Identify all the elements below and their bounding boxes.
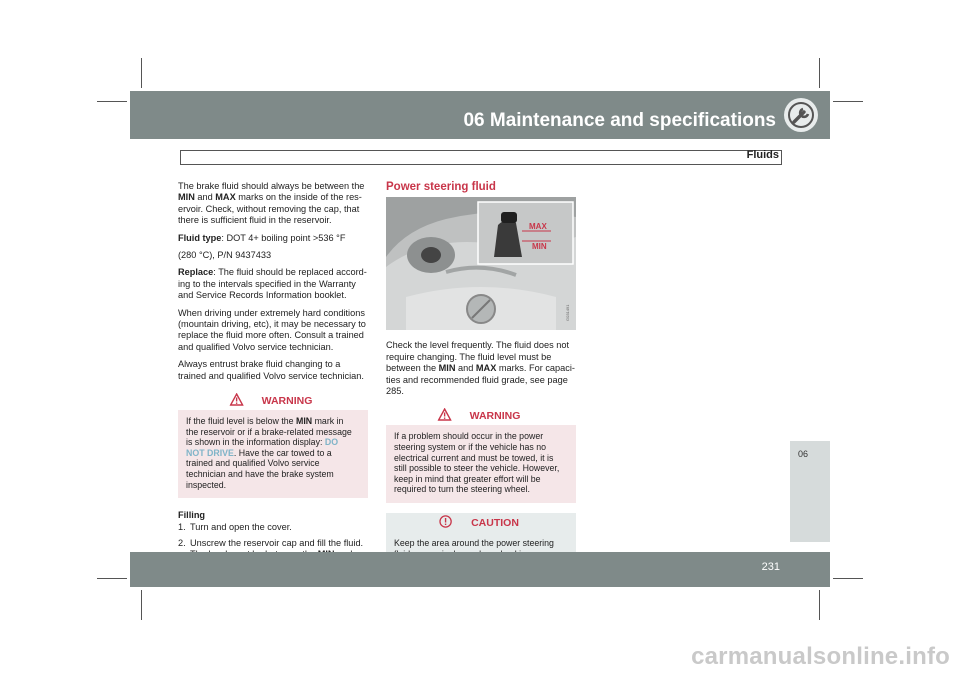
check-level-paragraph: Check the level frequently. The fluid does not require changing. The fluid level must be between the MIN and MAX marks. For capacities and recommended fluid grade, see page 285.	[386, 340, 575, 397]
caution-icon	[439, 515, 452, 528]
power-steering-heading: Power steering fluid	[386, 181, 496, 193]
warning-title: WARNING	[261, 395, 313, 408]
crop-mark	[819, 58, 820, 88]
fluid-type-paragraph: Fluid type: DOT 4+ boiling point >536 °F	[178, 232, 346, 243]
brake-warning-box	[178, 390, 368, 498]
entrust-paragraph: Always entrust brake fluid changing to a trained and qualified Volvo service technician.	[178, 359, 364, 381]
filling-heading: Filling	[178, 510, 206, 521]
caution-title: CAUTION	[471, 517, 519, 529]
conditions-paragraph: When driving under extremely hard conditions (mountain driving, etc), it may be necessary to replace the fluid more often. Consult a trained and qualified Volvo service technician.	[178, 307, 366, 352]
crop-mark	[833, 101, 863, 102]
replace-paragraph: Replace: The fluid should be replaced according to the intervals specified in the Warranty and Service Records Information booklet.	[178, 267, 367, 301]
engine-bay-photo	[386, 197, 576, 330]
subheader-band	[180, 150, 782, 165]
page-number: 231	[761, 561, 780, 573]
warning-text: If the fluid level is below the MIN mark in the reservoir or if a brake-related message is shown in the information display: DO NOT DRIVE. Have the car towed to a trained and qualified Volvo service technician and have the brake system inspected.	[186, 416, 352, 490]
crop-mark	[819, 590, 820, 620]
watermark: carmanualsonline.info	[691, 643, 950, 670]
warning-triangle-icon	[230, 393, 244, 406]
left-column	[178, 181, 368, 577]
chapter-title: 06 Maintenance and specifications	[463, 110, 776, 131]
engine-bay-illustration	[386, 197, 576, 330]
warning-text: If a problem should occur in the power steering system or if the vehicle has no electrical current and must be towed, it is still possible to steer the vehicle. However, keep in mind that greater effort will be required to turn the steering wheel.	[394, 431, 560, 495]
right-column	[386, 182, 576, 567]
fluid-type-cont: (280 °C), P/N 9437433	[178, 250, 272, 261]
crop-mark	[833, 578, 863, 579]
crop-mark	[141, 58, 142, 88]
section-title: Fluids	[746, 149, 779, 161]
intro-paragraph: The brake fluid should always be between the MIN and MAX marks on the inside of the reservoir. Check, without removing the cap, that there is sufficient fluid in the reservoir.	[178, 181, 365, 226]
wrench-icon	[783, 97, 819, 133]
crop-mark	[141, 590, 142, 620]
min-label: MIN	[532, 242, 547, 252]
crop-mark	[97, 101, 127, 102]
warning-triangle-icon	[438, 408, 452, 421]
list-item: 1. Turn and open the cover.	[178, 521, 292, 532]
caution-text: Keep the area around the power steering	[394, 538, 554, 548]
chapter-tab	[790, 441, 830, 542]
warning-title: WARNING	[469, 410, 521, 423]
max-label: MAX	[529, 222, 547, 232]
crop-mark	[97, 578, 127, 579]
power-steering-warning-box	[386, 405, 576, 503]
list-item: 2. Unscrew the reservoir cap and fill the fluid.	[178, 538, 364, 549]
footer-band	[130, 552, 830, 587]
image-code: G031491	[565, 304, 570, 322]
chapter-tab-label: 06	[798, 449, 809, 459]
